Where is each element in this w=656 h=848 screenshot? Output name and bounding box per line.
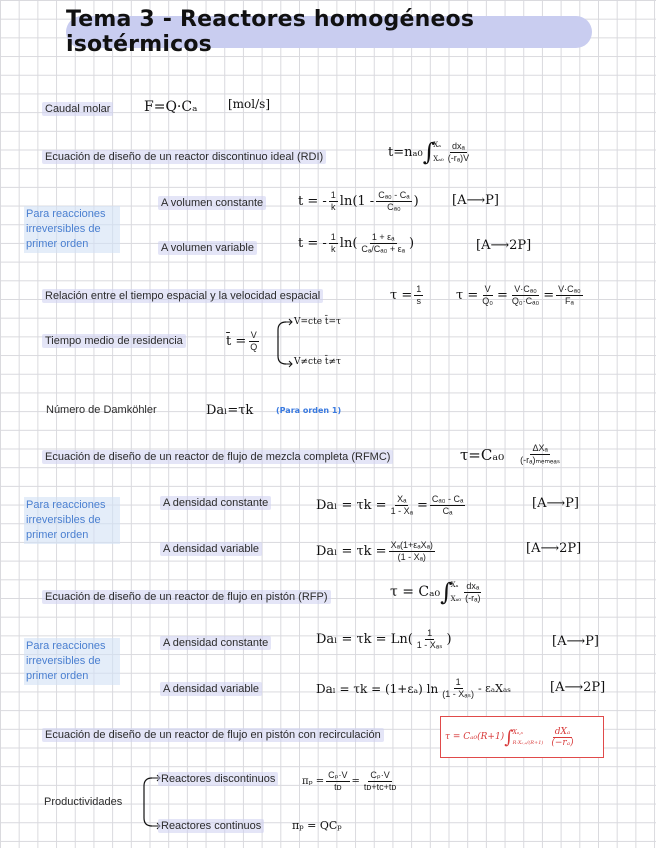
rdi-const-one: 1 (330, 190, 336, 200)
espacial-vc: V·Cₐ₀ (514, 284, 537, 294)
disc-label: Reactores discontinuos (158, 772, 278, 786)
rfmc-num: ΔXₐ (532, 443, 548, 453)
rdi-const-den: Cₐ₀ (387, 202, 401, 212)
rdi-var-close: ) (408, 236, 415, 251)
rfmc-var-formula (316, 540, 437, 563)
recirc-lower: R·Xₐ,ₛ/(R+1) (512, 739, 544, 746)
rdi-lower: Xₐ₀ (433, 155, 444, 163)
caudal-label: Caudal molar (42, 102, 113, 116)
espacial-fa: Fₐ (564, 296, 574, 306)
rfmc-const-reaction: [A⟶P] (532, 496, 579, 511)
rdi-const-k: k (331, 202, 336, 212)
rdi-const-ln: ln(1 - (339, 194, 375, 209)
rdi-upper: Xₐ (433, 141, 441, 149)
rfp-formula (390, 580, 484, 604)
espacial-label: Relación entre el tiempo espacial y la velocidad espacial (42, 289, 323, 303)
rdi-const-close: ) (413, 194, 419, 209)
damkohler-formula: Daₗ=τk (206, 403, 254, 418)
espacial-qc: Q₀·Cₐ₀ (511, 296, 540, 306)
rdi-const-lhs: t = - (298, 194, 327, 209)
caudal-unit: [mol/s] (228, 97, 271, 111)
espacial-formula-2 (456, 284, 585, 307)
rfmc-const-eq: = (416, 498, 428, 513)
rdi-const-label: A volumen constante (158, 196, 266, 210)
rfmc-var-d1: (1 - Xₐ) (397, 552, 426, 562)
rdi-var-num: 1 + εₐ (371, 232, 395, 242)
rfmc-const-lhs: Daₗ = τk = (316, 498, 387, 513)
recirc-num: dXₐ (554, 726, 571, 737)
disc-n1: Cₚ·V (328, 770, 348, 780)
group-label-2: Para reacciones irreversibles de primer orden (24, 497, 120, 544)
espacial-eq-2: = (543, 288, 555, 303)
rfmc-var-n1: Xₐ(1+εₐXₐ) (390, 540, 433, 550)
rfmc-const-n2: Cₐ₀ - Cₐ (431, 494, 464, 504)
residencia-label: Tiempo medio de residencia (42, 334, 186, 348)
rfmc-var-lhs: Daₗ = τk = (316, 544, 387, 559)
productividades-label: Productividades (44, 796, 123, 808)
rfp-var-den: (1 - Xₐₛ) (442, 689, 474, 699)
damkohler-label: Número de Damköhler (46, 404, 157, 416)
rdi-num: dxₐ (451, 140, 465, 151)
rfp-var-tail: - εₐXₐₛ (477, 682, 511, 695)
espacial-eq-1: = (496, 288, 508, 303)
disc-d1: tᴅ (334, 782, 342, 792)
caudal-formula: F=Q·Cₐ (144, 99, 198, 115)
espacial-v: V (484, 284, 491, 294)
rdi-var-lhs: t = - (298, 236, 327, 251)
rdi-var-one: 1 (330, 232, 336, 242)
espacial-f2-lhs: τ = (456, 288, 479, 303)
recirc-integral-sign: ∫ (504, 726, 514, 748)
damkohler-note: (Para orden 1) (276, 406, 342, 415)
rfmc-lhs: τ=Cₐ₀ (460, 445, 505, 464)
rfp-var-lhs: Daₗ = τk = (1+εₐ) ln (316, 681, 439, 696)
disc-d2: tᴅ+tᴄ+tᴅ (363, 782, 397, 792)
rdi-label: Ecuación de diseño de un reactor discontinuo ideal (RDI) (42, 150, 326, 164)
rdi-formula (388, 140, 473, 164)
rfp-lower: Xₐ₀ (450, 595, 462, 603)
integral-sign: ∫ (422, 138, 436, 166)
title-text: Tema 3 - Reactores homogéneos isotérmicos (66, 7, 475, 57)
rdi-const-num: Cₐ₀ - Cₐ (378, 190, 410, 200)
residencia-case-2: V≠cte t̄≠τ (294, 357, 342, 367)
rfp-const-reaction: [A⟶P] (552, 634, 599, 649)
espacial-formula-1 (390, 284, 425, 307)
cont-formula: πₚ = QCₚ (292, 819, 342, 832)
rfmc-const-formula (316, 494, 467, 517)
residencia-v: V (250, 330, 257, 340)
espacial-f1-num: 1 (416, 284, 422, 294)
rdi-var-ln: ln( (339, 236, 358, 251)
espacial-f1-den: s (416, 296, 421, 306)
espacial-q: Q₀ (482, 296, 493, 306)
rfmc-var-label: A densidad variable (160, 542, 262, 556)
rfp-const-den: 1 - Xₐₛ (416, 640, 443, 650)
rfmc-const-d1: 1 - Xₐ (390, 506, 413, 516)
rdi-const-formula (298, 190, 419, 213)
disc-formula (302, 770, 400, 793)
page-title (66, 7, 592, 57)
rfp-const-num: 1 (427, 628, 433, 638)
rdi-var-formula (298, 232, 414, 255)
rfmc-const-label: A densidad constante (160, 496, 271, 510)
rfmc-label: Ecuación de diseño de un reactor de flujo de mezcla completa (RFMC) (42, 450, 393, 464)
rfp-label: Ecuación de diseño de un reactor de flujo en pistón (RFP) (42, 590, 331, 604)
recirc-upper: Xₐ,ₛ (512, 728, 524, 736)
residencia-brace (274, 318, 294, 368)
rfp-upper: Xₐ (450, 581, 459, 589)
residencia-lhs: t̄ = (226, 334, 247, 349)
rfp-const-label: A densidad constante (160, 636, 271, 650)
rfp-const-close: ) (446, 632, 452, 647)
rfp-var-reaction: [A⟶2P] (550, 680, 606, 695)
cont-label: Reactores continuos (158, 819, 264, 833)
recirc-label: Ecuación de diseño de un reactor de flujo en pistón con recirculación (42, 728, 384, 742)
rfmc-const-n1: Xₐ (397, 494, 407, 504)
residencia-case-1: V=cte t̄=τ (294, 317, 342, 327)
disc-lhs: πₚ = (302, 776, 325, 787)
rfp-num: dxₐ (466, 580, 480, 591)
residencia-formula (226, 330, 261, 353)
rfp-var-formula (316, 677, 511, 700)
espacial-vc2: V·Cₐ₀ (558, 284, 581, 294)
disc-n2: Cₚ·V (370, 770, 390, 780)
espacial-f1-lhs: τ = (390, 288, 413, 303)
rfmc-const-d2: Cₐ (442, 506, 453, 516)
rfmc-den: (-rₐ)ₘₑₘₑₐₛ (520, 455, 561, 465)
rdi-var-den: Cₐ/Cₐ₀ + εₐ (361, 244, 405, 254)
recirc-den: (−rₐ) (551, 737, 574, 748)
rfp-var-label: A densidad variable (160, 682, 262, 696)
rdi-const-reaction: [A⟶P] (452, 193, 499, 208)
rfp-lhs: τ = Cₐ₀ (390, 584, 441, 600)
rfmc-var-reaction: [A⟶2P] (526, 541, 582, 556)
rfmc-formula (460, 443, 564, 466)
recirc-formula-box (440, 716, 604, 758)
recirc-lhs: τ = Cₐ₀(R+1) (445, 732, 505, 742)
rdi-var-label: A volumen variable (158, 241, 257, 255)
rfp-var-num: 1 (455, 677, 461, 687)
disc-eq: = (351, 776, 360, 787)
rfp-const-lhs: Daₗ = τk = Ln( (316, 632, 413, 647)
rfp-integral-sign: ∫ (440, 578, 453, 606)
group-label-1: Para reacciones irreversibles de primer orden (24, 206, 120, 253)
rdi-lhs: t=nₐ₀ (388, 144, 423, 160)
rdi-den: (-rₐ)V (447, 152, 470, 163)
rdi-var-k: k (331, 244, 336, 254)
rfp-den: (-rₐ) (465, 592, 481, 603)
residencia-q: Q (250, 342, 258, 352)
rdi-var-reaction: [A⟶2P] (476, 238, 532, 253)
rfp-const-formula (316, 628, 452, 651)
group-label-3: Para reacciones irreversibles de primer orden (24, 638, 120, 685)
